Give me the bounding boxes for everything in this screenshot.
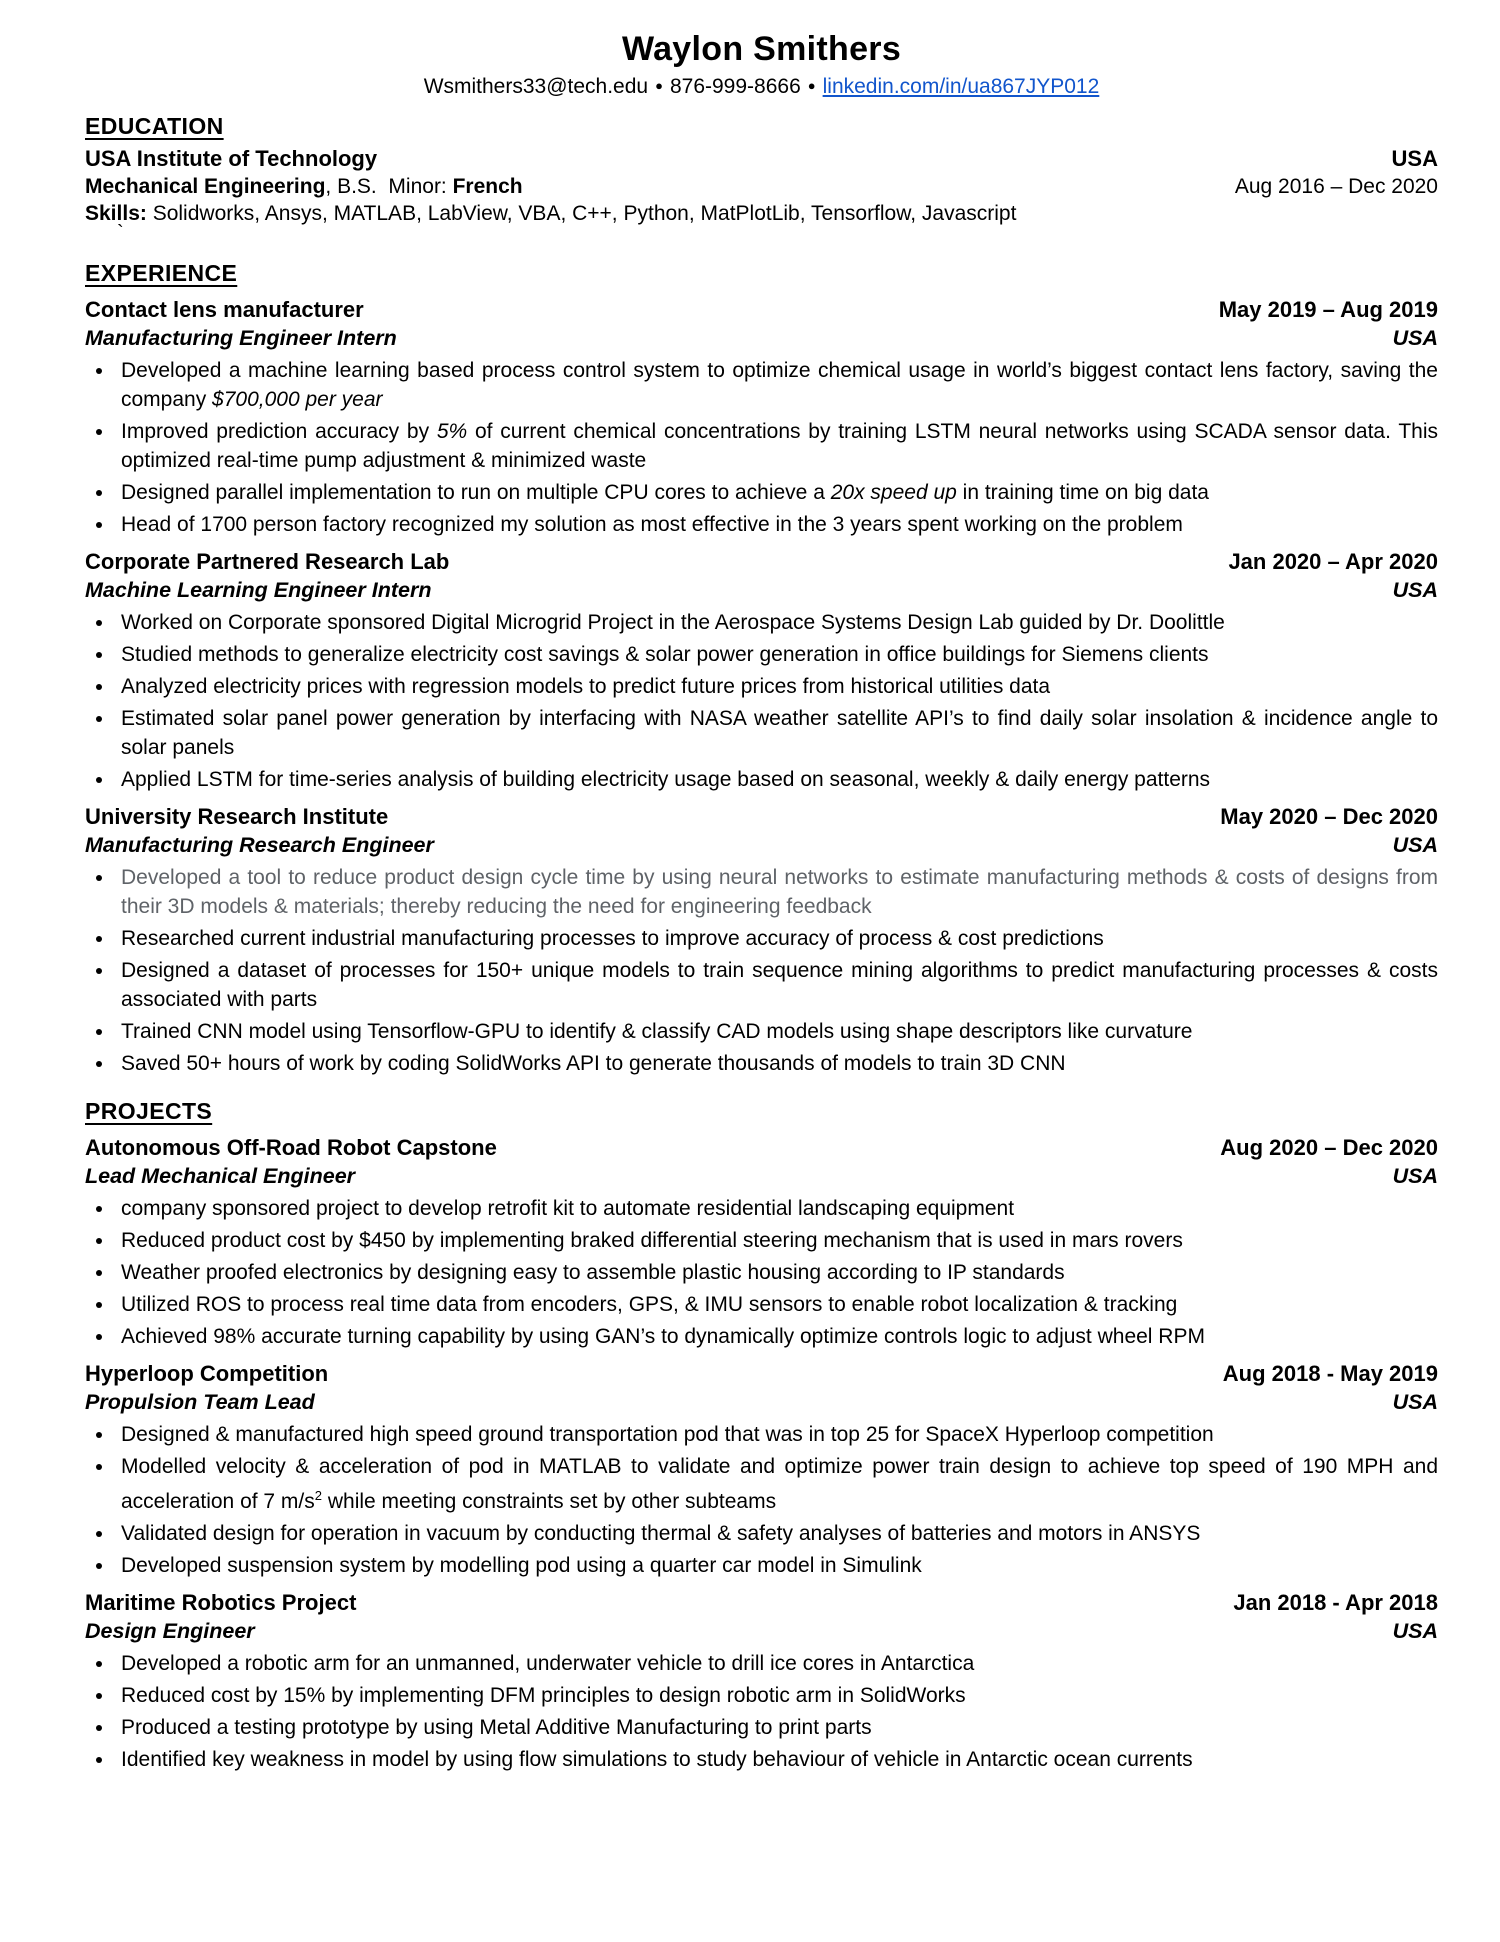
bullet-item [115, 956, 1438, 1014]
entry-header-row [85, 549, 1438, 575]
entry-org: Hyperloop Competition [85, 1361, 329, 1386]
text-run: Solidworks, Ansys, MATLAB, LabView, VBA, C++, Python, MatPlotLib, Tensorflow, Javascript [146, 202, 1017, 225]
bullet-item [115, 1519, 1438, 1548]
entry-dates: Aug 2020 – Dec 2020 [1220, 1135, 1438, 1160]
bullet-item [115, 1452, 1438, 1516]
bullet-item [115, 765, 1438, 794]
text-run: of current chemical concentrations by training LSTM neural networks using SCADA sensor data. This optimized real-time pump adjustment & minimized waste [121, 420, 1438, 472]
text-run: Modelled velocity & acceleration of pod in MATLAB to validate and optimize power train design to achieve top speed of 190 MPH and acceleration of 7 m/s [121, 1455, 1438, 1513]
section-experience [85, 260, 1438, 1078]
bullet-list [85, 1420, 1438, 1580]
text-run: Saved 50+ hours of work by coding SolidWorks API to generate thousands of models to train 3D CNN [121, 1052, 1066, 1075]
bullet-item [115, 417, 1438, 475]
text-run: 2 [314, 1488, 323, 1503]
entry-role: Manufacturing Research Engineer [85, 833, 434, 857]
entry-dates: Aug 2018 - May 2019 [1222, 1361, 1438, 1386]
text-run: Designed a dataset of processes for 150+ unique models to train sequence mining algorithms to predict manufacturing processes & costs associated with parts [121, 959, 1438, 1011]
entry-role: Propulsion Team Lead [85, 1390, 315, 1414]
entry-role-row [85, 578, 1438, 603]
bullet-item [115, 1017, 1438, 1046]
entry-location: USA [1392, 326, 1438, 350]
bullet-item [115, 704, 1438, 762]
entry-role-row [85, 1390, 1438, 1415]
text-run: Reduced cost by 15% by implementing DFM principles to design robotic arm in SolidWorks [121, 1684, 966, 1707]
entry-location: USA [1392, 1390, 1438, 1414]
entry-role: Manufacturing Engineer Intern [85, 326, 397, 350]
text-run: Worked on Corporate sponsored Digital Microgrid Project in the Aerospace Systems Design Lab guided by Dr. Doolittle [121, 611, 1225, 634]
text-run: Trained CNN model using Tensorflow-GPU to identify & classify CAD models using shape descriptors like curvature [121, 1020, 1193, 1043]
linkedin-link[interactable]: linkedin.com/in/ua867JYP012 [822, 75, 1100, 98]
entry-role: Design Engineer [85, 1619, 255, 1643]
sections-host [85, 260, 1438, 1774]
entry-header-row [85, 804, 1438, 830]
entry-org: Contact lens manufacturer [85, 297, 364, 322]
bullet-list [85, 863, 1438, 1078]
bullet-list [85, 1194, 1438, 1351]
text-run: company sponsored project to develop retrofit kit to automate residential landscaping equipment [121, 1197, 1015, 1220]
entry-location: USA [1392, 833, 1438, 857]
skills-line [85, 202, 1438, 226]
bullet-item [115, 1258, 1438, 1287]
entry-role: Lead Mechanical Engineer [85, 1164, 356, 1188]
entry-role: Machine Learning Engineer Intern [85, 578, 432, 602]
text-run: Improved prediction accuracy by [121, 420, 437, 443]
text-run: Identified key weakness in model by using flow simulations to study behaviour of vehicle in Antarctic ocean currents [121, 1748, 1193, 1771]
bullet-list [85, 1649, 1438, 1774]
entry-role-row [85, 1619, 1438, 1644]
bullet-separator: ● [655, 78, 663, 93]
text-run: in training time on big data [956, 481, 1209, 504]
entry-location: USA [1392, 1619, 1438, 1643]
text-run: $700,000 per year [212, 388, 383, 411]
bullet-item [115, 1290, 1438, 1319]
bullet-item [115, 1322, 1438, 1351]
bullet-item [115, 1649, 1438, 1678]
entry-header-row [85, 1361, 1438, 1387]
bullet-item [115, 863, 1438, 921]
entry-dates: May 2020 – Dec 2020 [1220, 804, 1438, 829]
bullet-separator: ● [807, 78, 816, 93]
text-run: Developed a robotic arm for an unmanned, underwater vehicle to drill ice cores in Antarctica [121, 1652, 975, 1675]
bullet-item [115, 356, 1438, 414]
text-run: Utilized ROS to process real time data from encoders, GPS, & IMU sensors to enable robot localization & tracking [121, 1293, 1178, 1316]
text-run: Reduced product cost by $450 by implementing braked differential steering mechanism that is used in mars rovers [121, 1229, 1183, 1252]
text-run: Developed suspension system by modelling pod using a quarter car model in Simulink [121, 1554, 922, 1577]
section-education [85, 113, 1438, 244]
degree-text [85, 175, 523, 199]
text-run: Estimated solar panel power generation by interfacing with NASA weather satellite API’s to find daily solar insolation & incidence angle to solar panels [121, 707, 1438, 759]
entry-dates: May 2019 – Aug 2019 [1218, 297, 1438, 322]
bullet-list [85, 608, 1438, 794]
bullet-item [115, 608, 1438, 637]
section-heading-education: EDUCATION [85, 113, 224, 139]
bullet-item [115, 478, 1438, 507]
bullet-item [115, 1049, 1438, 1078]
bullet-item [115, 672, 1438, 701]
email-text: Wsmithers33@tech.edu [423, 75, 649, 98]
bullet-item [115, 1551, 1438, 1580]
text-run: Achieved 98% accurate turning capability by using GAN’s to dynamically optimize controls logic to adjust wheel RPM [121, 1325, 1205, 1348]
entry-location: USA [1392, 1164, 1438, 1188]
text-run: Analyzed electricity prices with regression models to predict future prices from historical utilities data [121, 675, 1051, 698]
text-run: while meeting constraints set by other subteams [322, 1490, 777, 1513]
entry-header-row [85, 1590, 1438, 1616]
stray-character: ` [117, 222, 124, 244]
entry-dates: Jan 2020 – Apr 2020 [1228, 549, 1438, 574]
contact-line [85, 75, 1438, 99]
text-run: Designed parallel implementation to run on multiple CPU cores to achieve a [121, 481, 831, 504]
text-run: Head of 1700 person factory recognized my solution as most effective in the 3 years spent working on the problem [121, 513, 1183, 536]
text-run: Developed a tool to reduce product design cycle time by using neural networks to estimate manufacturing methods & costs of designs from their 3D models & materials; thereby reducing the need for engineering feedback [121, 866, 1438, 918]
entry-role-row [85, 833, 1438, 858]
entry-org: Maritime Robotics Project [85, 1590, 357, 1615]
entry-org: Corporate Partnered Research Lab [85, 549, 450, 574]
bullet-item [115, 1713, 1438, 1742]
bullet-item [115, 510, 1438, 539]
text-run: Validated design for operation in vacuum by conducting thermal & safety analyses of batteries and motors in ANSYS [121, 1522, 1201, 1545]
section-projects [85, 1098, 1438, 1774]
text-run: Studied methods to generalize electricity cost savings & solar power generation in office buildings for Siemens clients [121, 643, 1209, 666]
text-run: Designed & manufactured high speed ground transportation pod that was in top 25 for SpaceX Hyperloop competition [121, 1423, 1214, 1446]
entry-role-row [85, 1164, 1438, 1189]
text-run: Weather proofed electronics by designing easy to assemble plastic housing according to IP standards [121, 1261, 1065, 1284]
bullet-item [115, 1745, 1438, 1774]
text-run: Developed a machine learning based process control system to optimize chemical usage in world’s biggest contact lens factory, saving the company [121, 359, 1438, 411]
entry-header-row [85, 297, 1438, 323]
text-run: Skills: [85, 202, 147, 225]
entry-location: USA [1392, 578, 1438, 602]
bullet-item [115, 1420, 1438, 1449]
entry-dates: Jan 2018 - Apr 2018 [1233, 1590, 1438, 1615]
bullet-item [115, 924, 1438, 953]
entry-org: University Research Institute [85, 804, 389, 829]
phone-text: 876-999-8666 [669, 75, 801, 98]
text-run: Applied LSTM for time-series analysis of building electricity usage based on seasonal, weekly & daily energy patterns [121, 768, 1211, 791]
text-run: Researched current industrial manufacturing processes to improve accuracy of process & cost predictions [121, 927, 1104, 950]
text-run: 20x speed up [830, 481, 957, 504]
entry-org: Autonomous Off-Road Robot Capstone [85, 1135, 497, 1160]
section-heading-experience: EXPERIENCE [85, 260, 238, 286]
bullet-list [85, 356, 1438, 539]
bullet-item [115, 1226, 1438, 1255]
education-degree-row [85, 175, 1438, 199]
school-location: USA [1391, 146, 1438, 171]
school-name: USA Institute of Technology [85, 146, 378, 171]
bullet-item [115, 640, 1438, 669]
education-dates: Aug 2016 – Dec 2020 [1234, 175, 1438, 198]
text-run: Mechanical Engineering [85, 175, 326, 198]
bullet-item [115, 1681, 1438, 1710]
text-run: 5% [436, 420, 468, 443]
text-run: Produced a testing prototype by using Metal Additive Manufacturing to print parts [121, 1716, 872, 1739]
page-title: Waylon Smithers [621, 30, 902, 68]
text-run: , B.S. Minor: [325, 175, 453, 198]
bullet-item [115, 1194, 1438, 1223]
entry-header-row [85, 1135, 1438, 1161]
text-run: French [452, 175, 523, 198]
section-heading-projects: PROJECTS [85, 1098, 213, 1124]
education-school-row [85, 146, 1438, 172]
entry-role-row [85, 326, 1438, 351]
